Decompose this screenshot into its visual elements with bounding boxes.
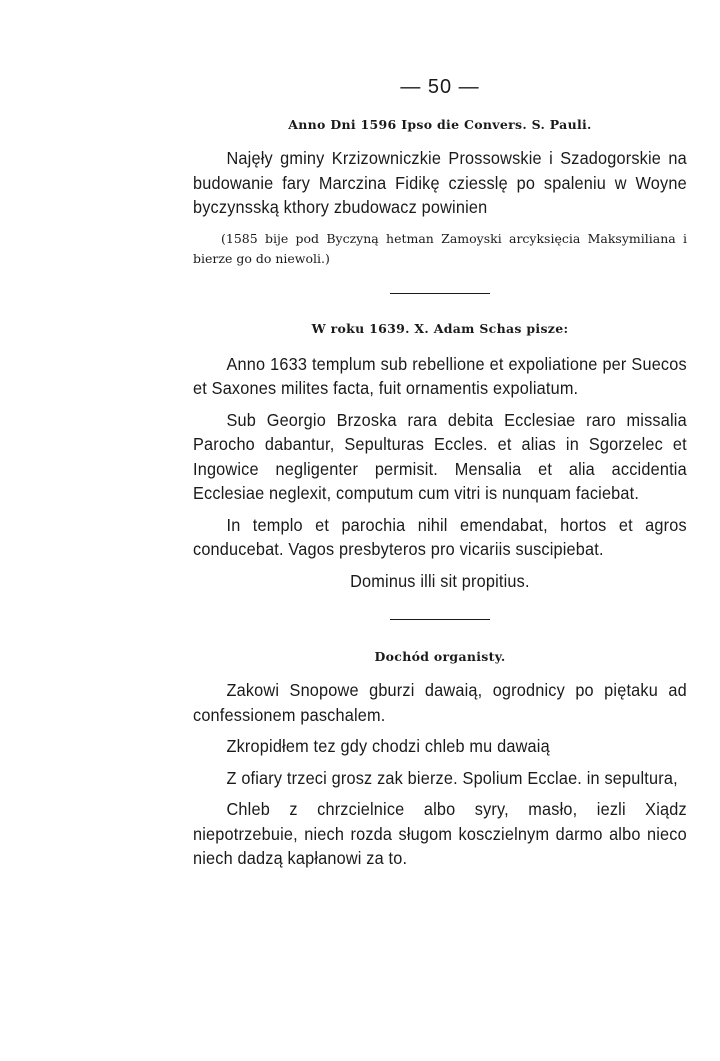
paragraph: Sub Georgio Brzoska rara debita Ecclesiae raro missalia Parocho dabantur, Sepulturas Eccles. et alias in Sgorzelec et Ingowice negligenter permisit. Mensalia et alia accidentia Ecclesiae neglexit, computum cum vitri is nunquam faciebat.: [193, 409, 687, 503]
footnote: (1585 bije pod Byczyną hetman Zamoyski arcyksięcia Maksymiliana i bierze go do niewoli.): [193, 230, 687, 266]
section-dochod-organisty: [193, 648, 687, 871]
paragraph: Anno 1633 templum sub rebellione et expoliatione per Suecos et Saxones milites facta, fuit ornamentis expoliatum.: [193, 353, 687, 398]
page-number: — 50 —: [400, 76, 480, 98]
section-heading: Dochód organisty.: [374, 649, 506, 664]
section-anno-1596: [193, 116, 687, 269]
section-heading: W roku 1639. X. Adam Schas pisze:: [311, 320, 569, 336]
paragraph: Zkropidłem tez gdy chodzi chleb mu dawaią: [226, 736, 550, 756]
paragraph: Najęły gminy Krzizowniczkie Prossowskie i Szadogorskie na budowanie fary Marczina Fidikę cziesslę po spaleniu w Woyne byczynsską kthory zbudowacz powinien: [193, 148, 687, 217]
paragraph: Z ofiary trzeci grosz zak bierze. Spolium Ecclae. in sepultura,: [226, 767, 678, 788]
paragraph: Zakowi Snopowe gburzi dawaią, ogrodnicy po piętaku ad confessionem paschalem.: [193, 680, 687, 725]
document-page: [193, 72, 687, 871]
section-divider: [390, 619, 490, 620]
closing-line: Dominus illi sit propitius.: [350, 570, 530, 591]
paragraph: Chleb z chrzcielnice albo syry, masło, iezli Xiądz niepotrzebuie, niech rozda sługom kosczielnym darmo albo nieco niech dadzą kapłanowi za to.: [193, 799, 687, 868]
section-heading: Anno Dni 1596 Ipso die Convers. S. Pauli.: [288, 117, 592, 132]
paragraph: In templo et parochia nihil emendabat, hortos et agros conducebat. Vagos presbyteros pro vicariis suscipiebat.: [193, 514, 687, 559]
section-adam-schas: [193, 320, 687, 594]
section-divider: [390, 293, 490, 294]
